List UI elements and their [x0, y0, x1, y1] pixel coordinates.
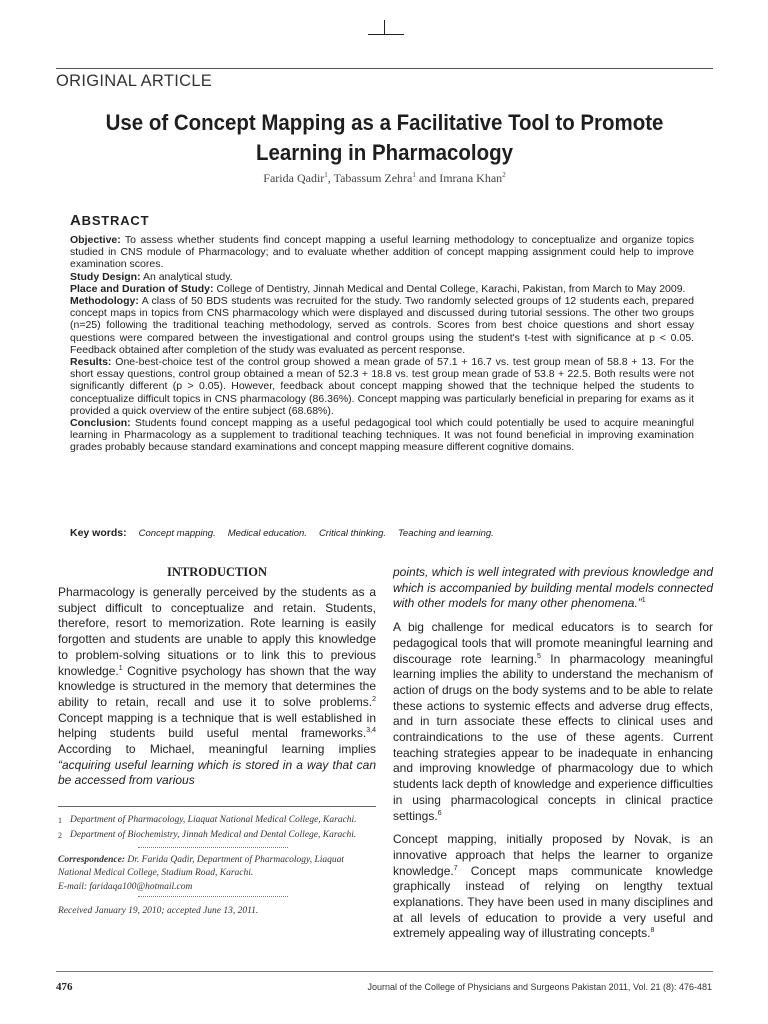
abstract-place: [70, 283, 694, 295]
footnote-number: 1: [58, 816, 62, 825]
keywords-label: Key words:: [70, 527, 127, 539]
author-affiliation: 1: [324, 171, 328, 179]
author-name: Farida Qadir: [263, 171, 325, 185]
abstract-label: Results:: [70, 356, 112, 369]
body-text: Pharmacology is generally perceived by the students as a subject difficult to conceptualize and retain. Students, therefore, resort to memorization. Rote learning is easily forgotten and students are unable to apply this knowledge to problem-solving situations or to link this to previous knowledge.: [58, 585, 376, 678]
abstract-text: A class of 50 BDS students was recruited for the study. Two randomly selected groups of 12 students each, prepared concept maps in topics from CNS pharmacology which were displayed and discussed during tutorial sessions. The other two groups (n=25) following the traditional teaching methodology, served as controls. Scores from best choice questions and short essay questions were compared between the investigational and control groups using the student's t-test with significance at p < 0.05. Feedback obtained after completion of the study was evaluated as percent response.: [70, 295, 694, 356]
correspondence: [58, 854, 376, 881]
citation: 3,4: [366, 727, 376, 735]
abstract-text: Students found concept mapping as a useful pedagogical tool which could potentially be used to acquire meaningful learning in Pharmacology as a supplement to traditional teaching techniques. It was not found beneficial in improving examination grades probably because standard examinations and concept mapping measure different cognitive domains.: [70, 417, 695, 454]
crop-mark-horizontal: [368, 34, 404, 35]
footnote-text: Department of Pharmacology, Liaquat National Medical College, Karachi.: [70, 815, 357, 825]
abstract-label: Methodology:: [70, 295, 139, 308]
footnote-number: 2: [58, 831, 62, 841]
citation: 5: [537, 652, 541, 660]
intro-paragraph: [393, 620, 713, 824]
body-text: In pharmacology meaningful learning implies the ability to understand the mechanism of action of drugs on the body systems and to be able to relate these actions to systemic effects and adverse drug effects, and in turn associate these effects to clinical uses and contraindications to the use of these agents. Current teaching strategies appear to be inadequate in enhancing and improving knowledge of pharmacology due to which students lack depth of knowledge and experience difficulties in using pharmacological concepts in clinical practice settings.: [393, 651, 713, 823]
correspondence-label: Correspondence:: [58, 854, 126, 865]
section-label: ORIGINAL ARTICLE: [56, 72, 213, 90]
quote-text: points, which is well integrated with previous knowledge and which is accompanied by building mental models connected with other models for many other phenomena.”: [393, 565, 713, 611]
citation: 6: [437, 809, 442, 817]
article-title: [79, 108, 690, 168]
quote-continuation: [393, 565, 713, 612]
abstract-objective: [70, 234, 694, 271]
author-name: Imrana Khan: [439, 171, 503, 185]
introduction-heading: INTRODUCTION: [166, 565, 267, 579]
header-rule: [56, 68, 713, 69]
abstract-conclusion: [70, 417, 694, 454]
author-affiliation: 2: [502, 171, 506, 179]
title-line-2: Learning in Pharmacology: [256, 140, 513, 165]
keyword: Critical thinking.: [318, 528, 386, 539]
body-text: Concept mapping, initially proposed by Novak, is an innovative approach that helps the learner to organize knowledge.: [393, 832, 713, 878]
author-affiliation: 1: [412, 171, 416, 179]
crop-mark-vertical: [384, 20, 385, 35]
abstract-results: [70, 356, 694, 417]
abstract-label: Objective:: [70, 234, 121, 246]
footnote: [58, 814, 376, 827]
footnotes: [58, 814, 376, 918]
right-column-text: [393, 565, 713, 942]
abstract-text: College of Dentistry, Jinnah Medical and Dental College, Karachi, Pakistan, from March to May 2009.: [216, 282, 686, 295]
body-text: According to Michael, meaningful learning implies: [58, 742, 376, 757]
abstract-label: Study Design:: [70, 270, 141, 283]
abstract-label: Conclusion:: [70, 417, 131, 430]
abstract-text: To assess whether students find concept mapping a useful learning methodology to conceptualize and organize topics studied in CNS module of Pharmacology; and to evaluate whether addition of concept mapping assignment could help to improve examination scores.: [70, 234, 695, 271]
abstract-methodology: [70, 295, 694, 356]
correspondence-text: Dr. Farida Qadir, Department of Pharmacology, Liaquat National Medical College, Stadium Road, Karachi.: [58, 854, 345, 879]
received-dates: Received January 19, 2010; accepted June 13, 2011.: [58, 906, 259, 917]
journal-citation: Journal of the College of Physicians and Surgeons Pakistan 2011, Vol. 21 (8): 476-481: [367, 982, 712, 992]
author-name: Tabassum Zehra: [333, 171, 413, 185]
abstract-heading-cap: A: [70, 212, 82, 229]
footnote-separator: [58, 894, 376, 901]
keyword: Medical education.: [227, 528, 307, 539]
body-text: Concept mapping is a technique that is well established in helping students build useful mental frameworks.: [58, 710, 376, 741]
abstract-heading-rest: BSTRACT: [81, 213, 150, 228]
keyword: Concept mapping.: [138, 528, 216, 539]
intro-paragraph: [58, 585, 376, 789]
author-list: [56, 171, 713, 186]
citation: 2: [372, 695, 376, 703]
abstract-label: Place and Duration of Study:: [70, 282, 214, 295]
title-line-1: Use of Concept Mapping as a Facilitative Tool to Promote: [105, 110, 664, 135]
keywords: [70, 527, 494, 539]
footer-rule: [56, 971, 713, 972]
body-text: Concept maps communicate knowledge graphically instead of relying on lengthy textual explanations. They have been used in many disciplines and at all levels of education to provide a very useful and extremely appealing way of illustrating concepts.: [393, 863, 713, 941]
correspondence-email: E-mail: faridaqa100@hotmail.com: [58, 881, 193, 892]
abstract-heading: [70, 212, 149, 229]
author-separator: ,: [327, 171, 334, 185]
citation: 1: [641, 597, 646, 605]
footnote-rule: [58, 806, 376, 807]
abstract-text: An analytical study.: [142, 270, 233, 283]
intro-paragraph: [393, 832, 713, 942]
author-conjunction: and: [415, 171, 440, 185]
footnote-text: Department of Biochemistry, Jinnah Medical and Dental College, Karachi.: [70, 830, 357, 841]
page-number: 476: [56, 981, 73, 993]
abstract-design: [70, 271, 694, 283]
footnote: [58, 829, 376, 842]
footnote-separator: [58, 845, 376, 852]
body-text: Cognitive psychology has shown that the way knowledge is structured in the memory that determines the ability to retain, recall and use it to solve problems.: [58, 663, 376, 709]
abstract-text: One-best-choice test of the control group showed a mean grade of 57.1 + 16.7 vs. test group mean of 58.8 + 13. For the short essay questions, control group obtained a mean of 52.3 + 18.8 vs. test group mean grade of 53.8 + 22.5. Both results were not significantly different (p > 0.05). However, feedback about concept mapping showed that the technique helped the students to conceptualize difficult topics in CNS pharmacology (86.36%). Concept mapping was particularly beneficial in preparing for exams as it provided a quick overview of the entire subject (68.68%).: [70, 356, 694, 417]
body-text: A big challenge for medical educators is to search for pedagogical tools that will promote meaningful learning and discourage rote learning.: [393, 620, 713, 666]
keyword: Teaching and learning.: [398, 528, 494, 539]
citation: 1: [118, 664, 123, 672]
abstract-body: [70, 234, 694, 454]
left-column-text: [58, 585, 376, 789]
citation: 8: [650, 927, 655, 935]
quote-text: “acquiring useful learning which is stored in a way that can be accessed from various: [58, 757, 376, 788]
citation: 7: [453, 864, 458, 872]
